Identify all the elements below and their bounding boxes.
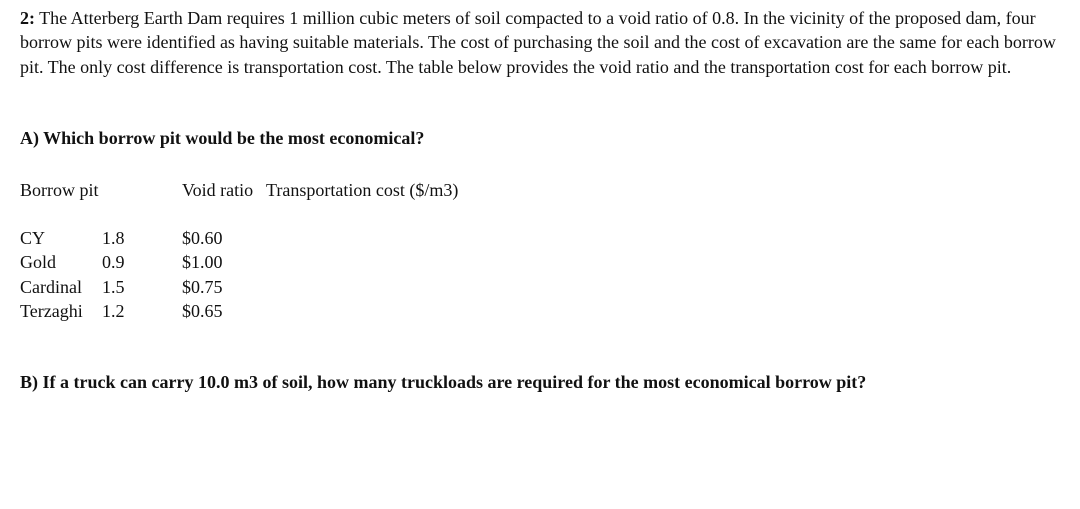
header-borrow-pit: Borrow pit: [20, 180, 99, 200]
question-b: B) If a truck can carry 10.0 m3 of soil, how many truckloads are required for the most economical borrow pit?: [20, 372, 867, 392]
question-a: A) Which borrow pit would be the most economical?: [20, 128, 425, 148]
pit-void-ratio: 1.5: [102, 276, 125, 297]
problem-document: [20, 6, 1065, 392]
problem-statement: [20, 6, 1065, 79]
pit-name: Cardinal: [20, 276, 82, 297]
pit-name: Gold: [20, 252, 56, 273]
header-transportation-cost: Transportation cost ($/m3): [266, 180, 459, 200]
table-row: [20, 226, 320, 250]
table-row: [20, 275, 320, 299]
pit-cost: $0.65: [182, 300, 223, 321]
borrow-pit-table: [20, 226, 320, 323]
header-void-ratio: Void ratio: [182, 180, 254, 200]
pit-void-ratio: 1.8: [102, 228, 125, 248]
pit-cost: $0.60: [182, 228, 223, 248]
pit-void-ratio: 0.9: [102, 252, 125, 273]
pit-void-ratio: 1.2: [102, 300, 125, 321]
pit-name: Terzaghi: [20, 300, 83, 321]
pit-name: CY: [20, 228, 46, 248]
table-row: [20, 299, 320, 323]
pit-cost: $1.00: [182, 252, 223, 273]
table-row: [20, 250, 320, 274]
problem-number: 2:: [20, 8, 35, 28]
problem-text: The Atterberg Earth Dam requires 1 million cubic meters of soil compacted to a void ratio of 0.8. In the vicinity of the proposed dam, four borrow pits were identified as having suitable materials. The cost of purchasing the soil and the cost of excavation are the same for each borrow pit. The only cost difference is transportation cost. The table below provides the void ratio and the transportation cost for each borrow pit.: [20, 8, 1056, 77]
pit-cost: $0.75: [182, 276, 223, 297]
